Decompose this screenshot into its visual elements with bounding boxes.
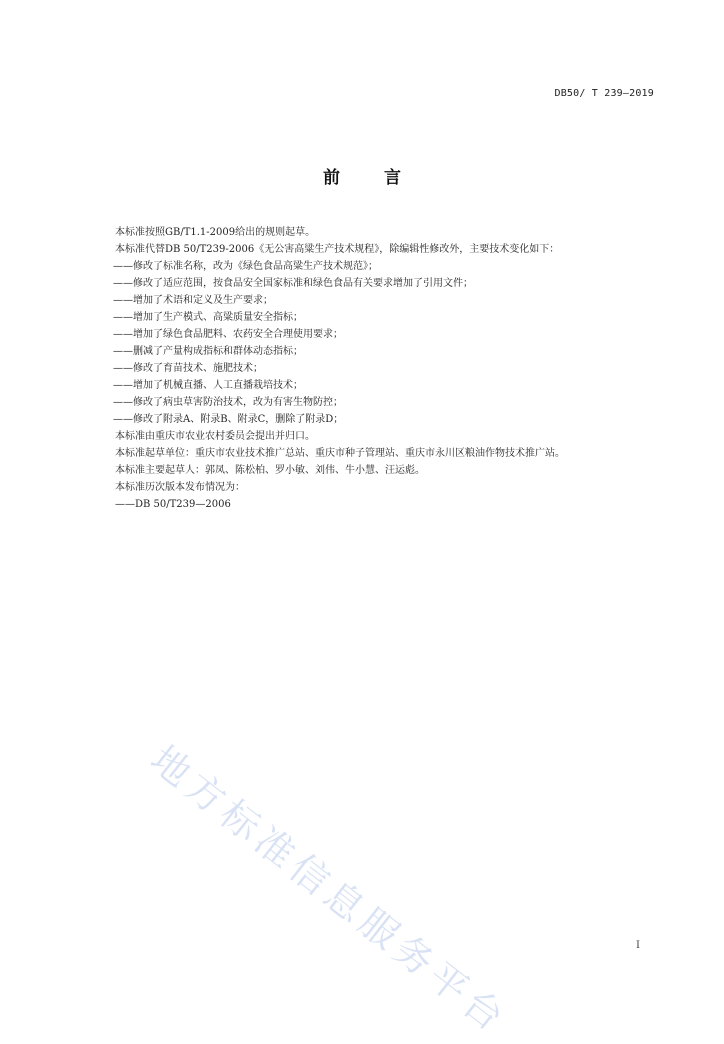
version-history-item: ——DB 50/T239—2006 [115, 499, 231, 510]
change-item: ——修改了病虫草害防治技术，改为有害生物防控； [113, 397, 343, 408]
watermark-text: 地方标准信息服务平台 [142, 737, 517, 1043]
document-code: DB50/ T 239—2019 [554, 88, 654, 99]
change-item: ——修改了附录A、附录B、附录C，删除了附录D； [113, 414, 344, 425]
page-title: 前言 [323, 168, 445, 188]
paragraph-replacement-note: 本标准代替DB 50/T239-2006《无公害高粱生产技术规程》，除编辑性修改外，主要技术变化如下： [115, 244, 560, 255]
page-number: I [636, 940, 640, 951]
change-item: ——修改了适应范围，按食品安全国家标准和绿色食品有关要求增加了引用文件； [113, 278, 473, 289]
change-item: ——修改了标准名称，改为《绿色食品高粱生产技术规范》； [113, 261, 378, 272]
paragraph-drafting-units: 本标准起草单位：重庆市农业技术推广总站、重庆市种子管理站、重庆市永川区粮油作物技术推广站。 [115, 448, 565, 459]
change-item: ——删减了产量构成指标和群体动态指标； [113, 346, 303, 357]
preface-body [115, 224, 660, 513]
change-item: ——增加了机械直播、人工直播栽培技术； [113, 380, 303, 391]
paragraph-drafters: 本标准主要起草人：郭凤、陈松柏、罗小敏、刘伟、牛小慧、汪运彪。 [115, 465, 425, 476]
paragraph-proposer: 本标准由重庆市农业农村委员会提出并归口。 [115, 431, 315, 442]
paragraph-drafting-rules: 本标准按照GB/T1.1-2009给出的规则起草。 [115, 227, 316, 238]
change-item: ——增加了生产模式、高粱质量安全指标； [113, 312, 303, 323]
paragraph-version-history: 本标准历次版本发布情况为： [115, 482, 245, 493]
change-item: ——修改了育苗技术、施肥技术； [113, 363, 263, 374]
change-item: ——增加了术语和定义及生产要求； [113, 295, 273, 306]
change-item: ——增加了绿色食品肥料、农药安全合理使用要求； [113, 329, 343, 340]
